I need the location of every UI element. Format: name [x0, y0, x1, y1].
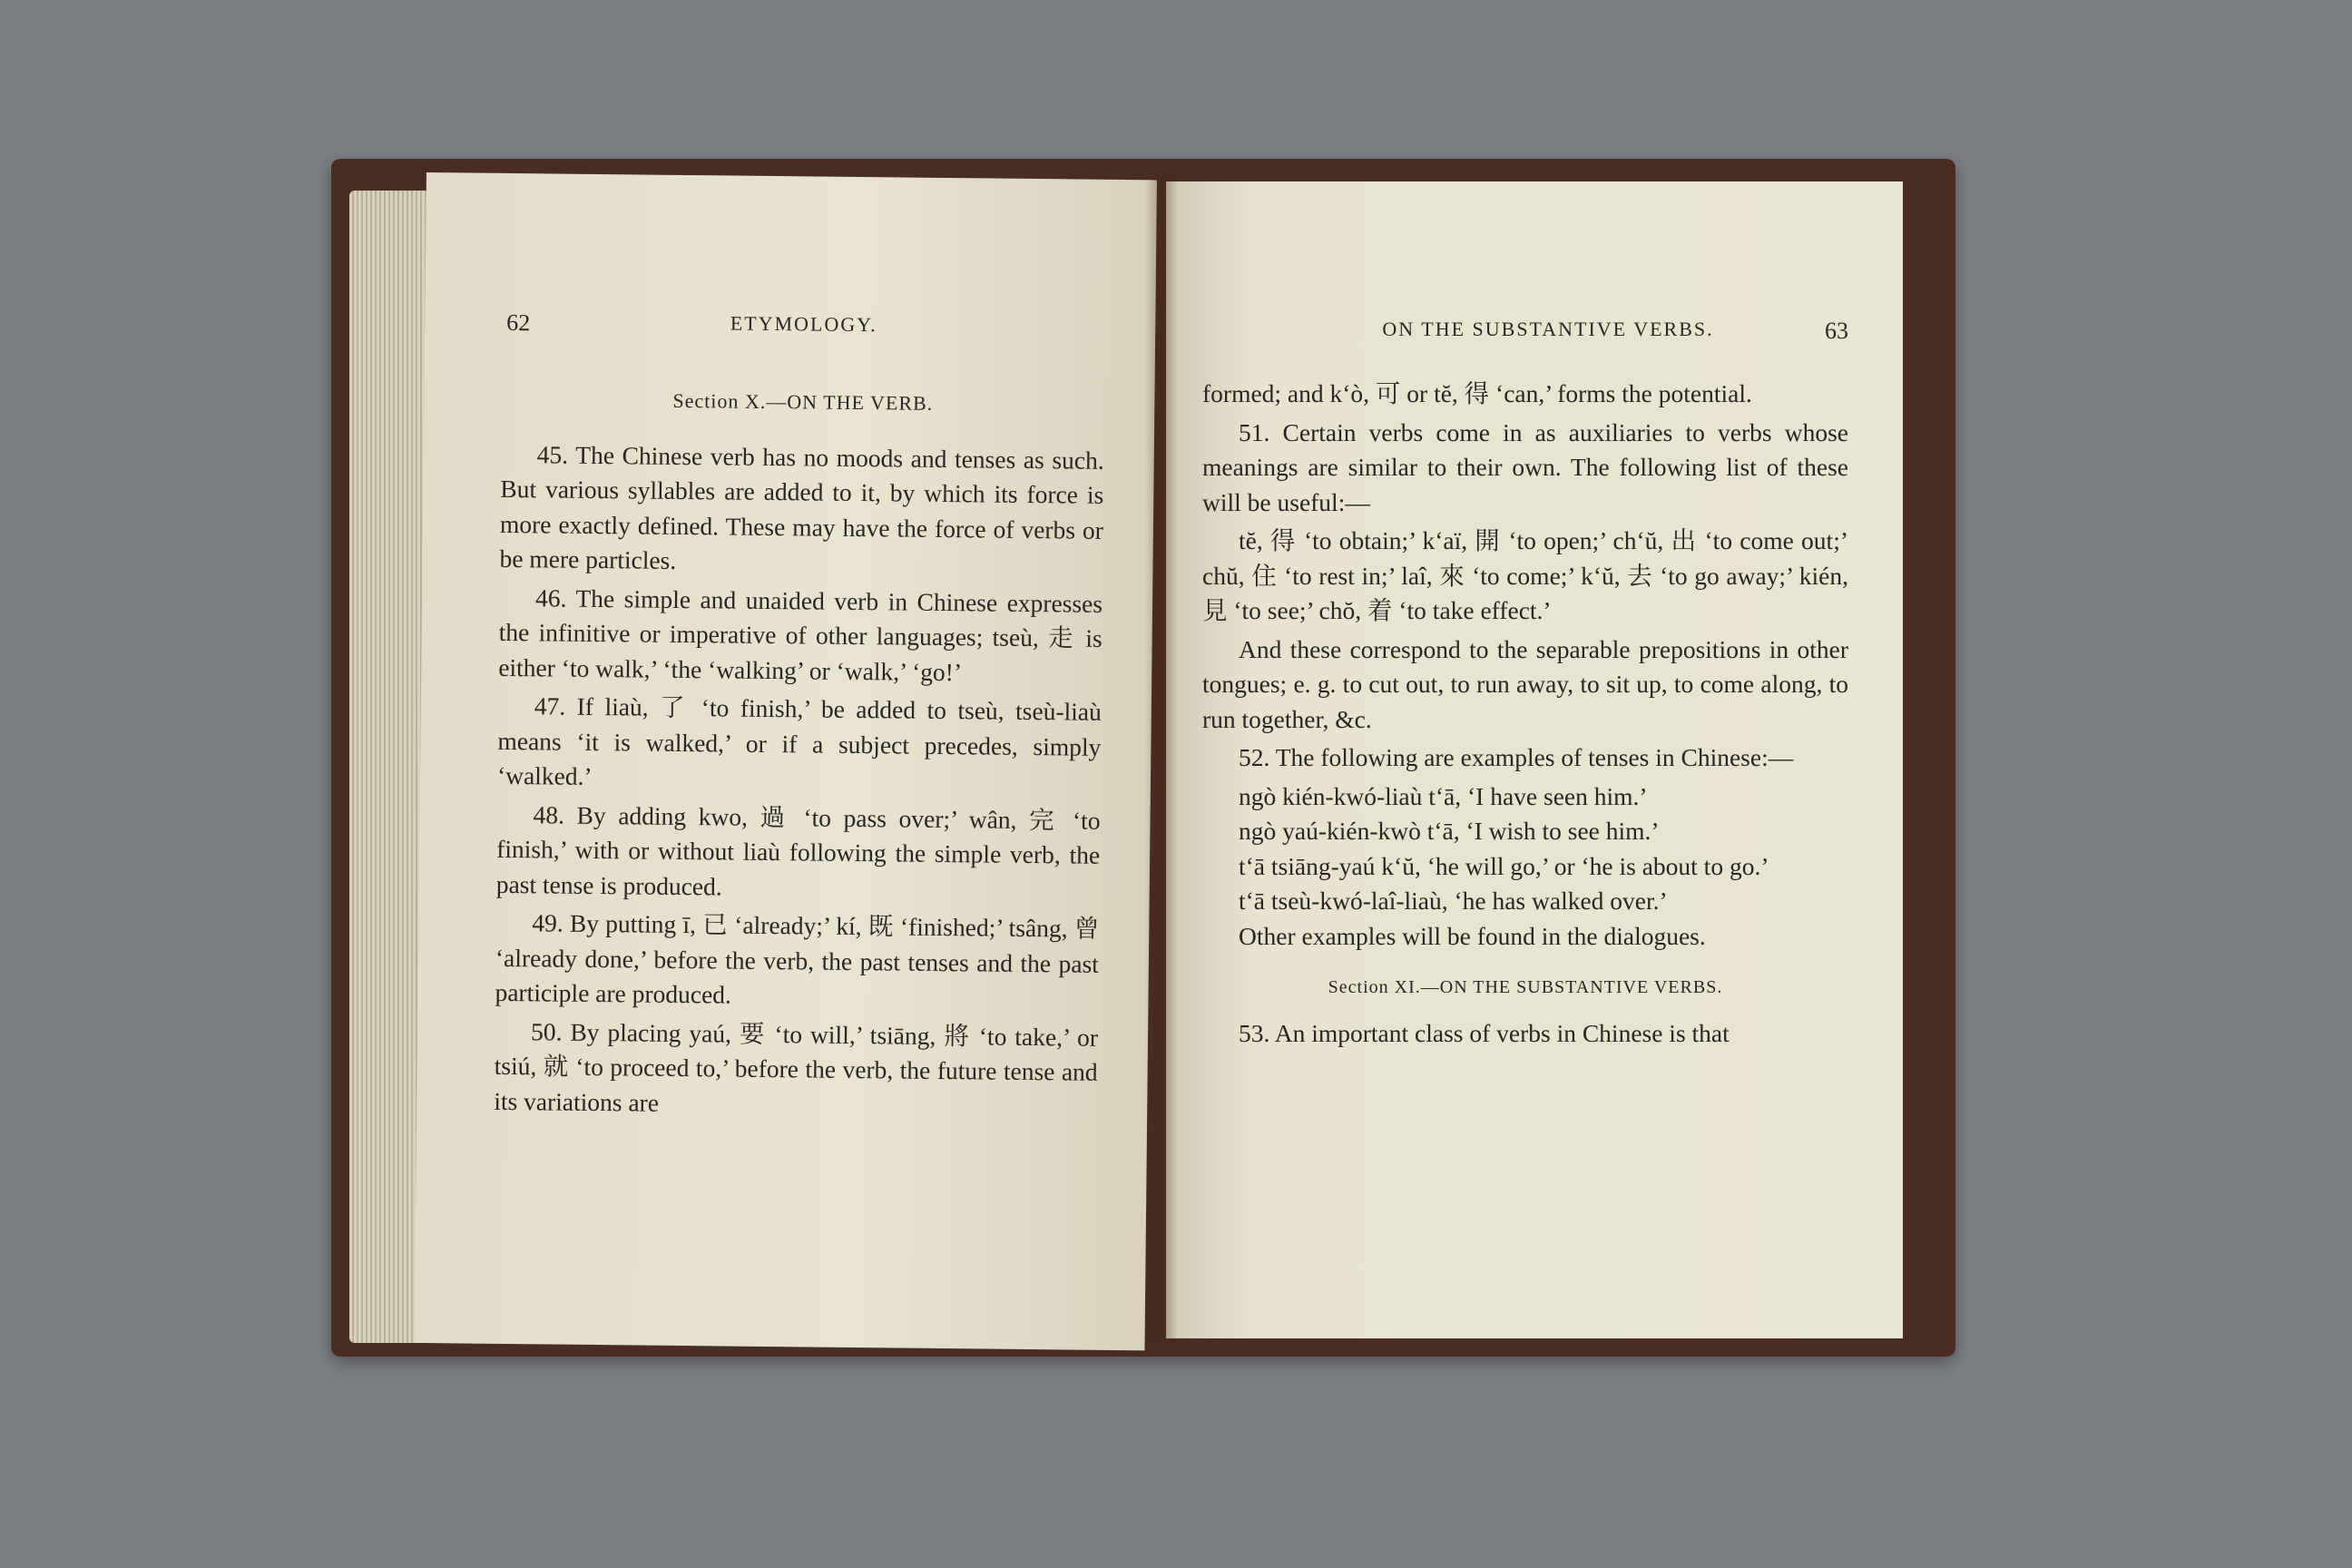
paragraph: formed; and k‘ò, 可 or tĕ, 得 ‘can,’ forms the potential.: [1202, 379, 1752, 407]
left-page-body: [494, 382, 1105, 1129]
left-page: [414, 172, 1156, 1350]
section-title: Section X.—ON THE VERB.: [672, 388, 934, 415]
paragraph: Other examples will be found in the dialogues.: [1239, 921, 1706, 950]
section-title: Section XI.—ON THE SUBSTANTIVE VERBS.: [1328, 977, 1723, 997]
paragraph: 48. By adding kwo, 過 ‘to pass over;’ wân, 完 ‘to finish,’ with or without liaù following the simple verb, the past tense is produced.: [495, 799, 1101, 900]
book-gutter: [1145, 172, 1178, 1343]
right-page-body: [1202, 377, 1848, 1054]
page-number: 63: [1825, 318, 1848, 344]
example-line: ngò yaú-kién-kwò t‘ā, ‘I wish to see him.’: [1239, 817, 1660, 845]
paragraph: 45. The Chinese verb has no moods and tenses as such. But various syllables are added to it, by which its force is more exactly defined. These may have the force of verbs or be mere particles.: [499, 439, 1104, 574]
paragraph: 52. The following are examples of tenses in Chinese:—: [1239, 743, 1794, 771]
paragraph: 47. If liaù, 了 ‘to finish,’ be added to tseù, tseù-liaù means ‘it is walked,’ or if a subject precedes, simply ‘walked.’: [496, 691, 1102, 790]
example-line: t‘ā tseù-kwó-laî-liaù, ‘he has walked over.’: [1239, 887, 1668, 915]
paragraph: 46. The simple and unaided verb in Chinese expresses the infinitive or imperative of other languages; tseù, 走 is either ‘to walk,’ ‘the ‘walking’ or ‘walk,’ ‘go!’: [498, 583, 1103, 686]
paragraph: tĕ, 得 ‘to obtain;’ k‘aï, 開 ‘to open;’ ch‘ŭ, 出 ‘to come out;’ chŭ, 住 ‘to rest in;’ laî, 來 ‘to come;’ k‘ŭ, 去 ‘to go away;’ kién, 見 ‘to see;’ chŏ, 着 ‘to take effect.’: [1202, 526, 1848, 624]
example-line: ngò kién-kwó-liaù t‘ā, ‘I have seen him.’: [1239, 781, 1648, 810]
example-line: t‘ā tsiāng-yaú k‘ŭ, ‘he will go,’ or ‘he is about to go.’: [1239, 851, 1769, 880]
paragraph: 53. An important class of verbs in Chinese is that: [1239, 1018, 1730, 1047]
running-head-title: ETYMOLOGY.: [730, 311, 877, 337]
paragraph: 51. Certain verbs come in as auxiliaries to verbs whose meanings are similar to their own. The following list of these will be useful:—: [1202, 417, 1848, 516]
paragraph: 50. By placing yaú, 要 ‘to will,’ tsiāng, 將 ‘to take,’ or tsiú, 就 ‘to proceed to,’ before the verb, the future tense and its variations are: [494, 1016, 1099, 1117]
right-running-head: [1248, 318, 1848, 354]
running-head-title: ON THE SUBSTANTIVE VERBS.: [1382, 318, 1714, 340]
paragraph: 49. By putting ī, 已 ‘already;’ kí, 既 ‘finished;’ tsâng, 曾 ‘already done,’ before the verb, the past tenses and the past participle are produced.: [495, 908, 1100, 1009]
page-number: 62: [506, 309, 531, 337]
paragraph: And these correspond to the separable prepositions in other tongues; e. g. to cut out, to run away, to sit up, to come along, to run together, &c.: [1202, 634, 1848, 733]
right-page: [1166, 181, 1903, 1338]
left-running-head: [506, 309, 1101, 352]
